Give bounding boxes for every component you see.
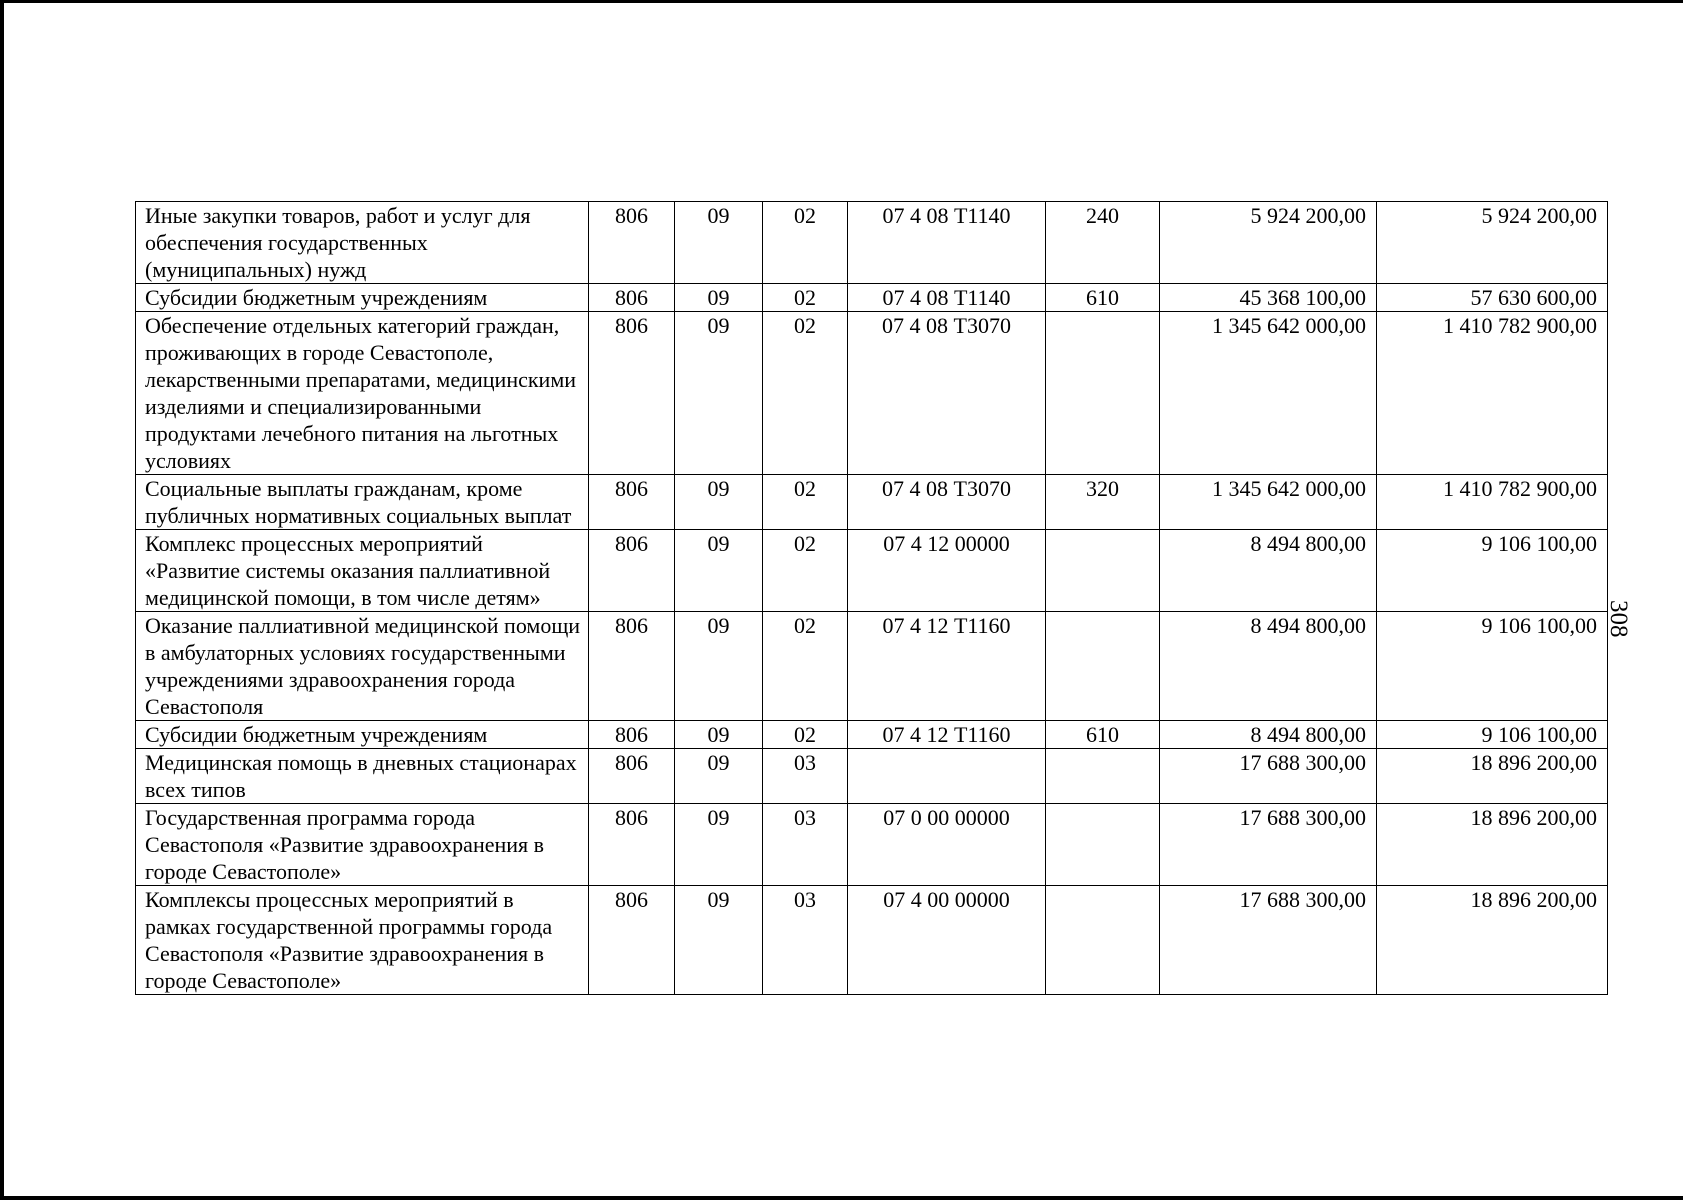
cell-name: Комплекс процессных мероприятий «Развитие системы оказания паллиативной медицинской помощи, в том числе детям» bbox=[136, 530, 589, 612]
table-row bbox=[136, 284, 1608, 312]
cell-pr: 02 bbox=[763, 202, 848, 284]
cell-vr: 320 bbox=[1046, 475, 1160, 530]
cell-sum-1: 45 368 100,00 bbox=[1160, 284, 1377, 312]
cell-ved: 806 bbox=[589, 886, 675, 995]
page-number: 308 bbox=[1605, 600, 1632, 638]
cell-name: Субсидии бюджетным учреждениям bbox=[136, 721, 589, 749]
table-row bbox=[136, 312, 1608, 475]
cell-csr: 07 4 08 Т1140 bbox=[848, 284, 1046, 312]
cell-rz: 09 bbox=[675, 284, 763, 312]
table-row bbox=[136, 721, 1608, 749]
table-row bbox=[136, 749, 1608, 804]
cell-sum-1: 8 494 800,00 bbox=[1160, 721, 1377, 749]
cell-sum-2: 9 106 100,00 bbox=[1377, 612, 1608, 721]
cell-sum-2: 18 896 200,00 bbox=[1377, 749, 1608, 804]
cell-name: Государственная программа города Севастополя «Развитие здравоохранения в городе Севастополе» bbox=[136, 804, 589, 886]
cell-csr: 07 4 12 Т1160 bbox=[848, 721, 1046, 749]
cell-ved: 806 bbox=[589, 804, 675, 886]
table-body bbox=[136, 202, 1608, 995]
cell-vr bbox=[1046, 530, 1160, 612]
cell-sum-2: 57 630 600,00 bbox=[1377, 284, 1608, 312]
cell-sum-1: 8 494 800,00 bbox=[1160, 612, 1377, 721]
cell-pr: 02 bbox=[763, 475, 848, 530]
budget-table bbox=[135, 201, 1608, 995]
cell-ved: 806 bbox=[589, 612, 675, 721]
table-row bbox=[136, 886, 1608, 995]
cell-name: Социальные выплаты гражданам, кроме публичных нормативных социальных выплат bbox=[136, 475, 589, 530]
cell-rz: 09 bbox=[675, 612, 763, 721]
cell-csr: 07 4 08 Т3070 bbox=[848, 312, 1046, 475]
cell-name: Комплексы процессных мероприятий в рамках государственной программы города Севастополя «Развитие здравоохранения в городе Севастополе» bbox=[136, 886, 589, 995]
cell-sum-1: 1 345 642 000,00 bbox=[1160, 312, 1377, 475]
cell-vr bbox=[1046, 886, 1160, 995]
cell-name: Обеспечение отдельных категорий граждан, проживающих в городе Севастополе, лекарственными препаратами, медицинскими изделиями и специализированными продуктами лечебного питания на льготных условиях bbox=[136, 312, 589, 475]
cell-ved: 806 bbox=[589, 312, 675, 475]
cell-rz: 09 bbox=[675, 721, 763, 749]
cell-ved: 806 bbox=[589, 530, 675, 612]
cell-csr: 07 4 08 Т3070 bbox=[848, 475, 1046, 530]
cell-pr: 03 bbox=[763, 804, 848, 886]
cell-sum-2: 5 924 200,00 bbox=[1377, 202, 1608, 284]
cell-name: Субсидии бюджетным учреждениям bbox=[136, 284, 589, 312]
cell-pr: 02 bbox=[763, 612, 848, 721]
cell-vr bbox=[1046, 312, 1160, 475]
table-row bbox=[136, 804, 1608, 886]
cell-sum-2: 1 410 782 900,00 bbox=[1377, 312, 1608, 475]
cell-ved: 806 bbox=[589, 749, 675, 804]
cell-sum-1: 8 494 800,00 bbox=[1160, 530, 1377, 612]
cell-csr: 07 0 00 00000 bbox=[848, 804, 1046, 886]
cell-vr: 240 bbox=[1046, 202, 1160, 284]
table-row bbox=[136, 612, 1608, 721]
cell-sum-2: 9 106 100,00 bbox=[1377, 530, 1608, 612]
cell-pr: 02 bbox=[763, 721, 848, 749]
cell-sum-1: 17 688 300,00 bbox=[1160, 749, 1377, 804]
cell-csr: 07 4 00 00000 bbox=[848, 886, 1046, 995]
cell-rz: 09 bbox=[675, 886, 763, 995]
cell-csr: 07 4 12 Т1160 bbox=[848, 612, 1046, 721]
cell-pr: 02 bbox=[763, 284, 848, 312]
cell-pr: 02 bbox=[763, 530, 848, 612]
cell-sum-1: 17 688 300,00 bbox=[1160, 804, 1377, 886]
cell-vr: 610 bbox=[1046, 284, 1160, 312]
cell-sum-1: 1 345 642 000,00 bbox=[1160, 475, 1377, 530]
cell-name: Иные закупки товаров, работ и услуг для обеспечения государственных (муниципальных) нужд bbox=[136, 202, 589, 284]
cell-name: Оказание паллиативной медицинской помощи в амбулаторных условиях государственными учреждениями здравоохранения города Севастополя bbox=[136, 612, 589, 721]
cell-rz: 09 bbox=[675, 475, 763, 530]
cell-pr: 03 bbox=[763, 749, 848, 804]
cell-vr bbox=[1046, 749, 1160, 804]
cell-ved: 806 bbox=[589, 475, 675, 530]
cell-pr: 03 bbox=[763, 886, 848, 995]
table-row bbox=[136, 475, 1608, 530]
cell-vr bbox=[1046, 804, 1160, 886]
cell-rz: 09 bbox=[675, 530, 763, 612]
cell-csr bbox=[848, 749, 1046, 804]
cell-ved: 806 bbox=[589, 721, 675, 749]
cell-vr: 610 bbox=[1046, 721, 1160, 749]
cell-pr: 02 bbox=[763, 312, 848, 475]
cell-sum-1: 17 688 300,00 bbox=[1160, 886, 1377, 995]
cell-ved: 806 bbox=[589, 202, 675, 284]
cell-rz: 09 bbox=[675, 202, 763, 284]
cell-ved: 806 bbox=[589, 284, 675, 312]
cell-sum-2: 18 896 200,00 bbox=[1377, 804, 1608, 886]
cell-csr: 07 4 08 Т1140 bbox=[848, 202, 1046, 284]
cell-sum-2: 9 106 100,00 bbox=[1377, 721, 1608, 749]
table-row bbox=[136, 202, 1608, 284]
cell-csr: 07 4 12 00000 bbox=[848, 530, 1046, 612]
cell-sum-2: 18 896 200,00 bbox=[1377, 886, 1608, 995]
table-row bbox=[136, 530, 1608, 612]
cell-name: Медицинская помощь в дневных стационарах всех типов bbox=[136, 749, 589, 804]
cell-rz: 09 bbox=[675, 749, 763, 804]
cell-sum-2: 1 410 782 900,00 bbox=[1377, 475, 1608, 530]
cell-rz: 09 bbox=[675, 804, 763, 886]
cell-sum-1: 5 924 200,00 bbox=[1160, 202, 1377, 284]
cell-vr bbox=[1046, 612, 1160, 721]
cell-rz: 09 bbox=[675, 312, 763, 475]
